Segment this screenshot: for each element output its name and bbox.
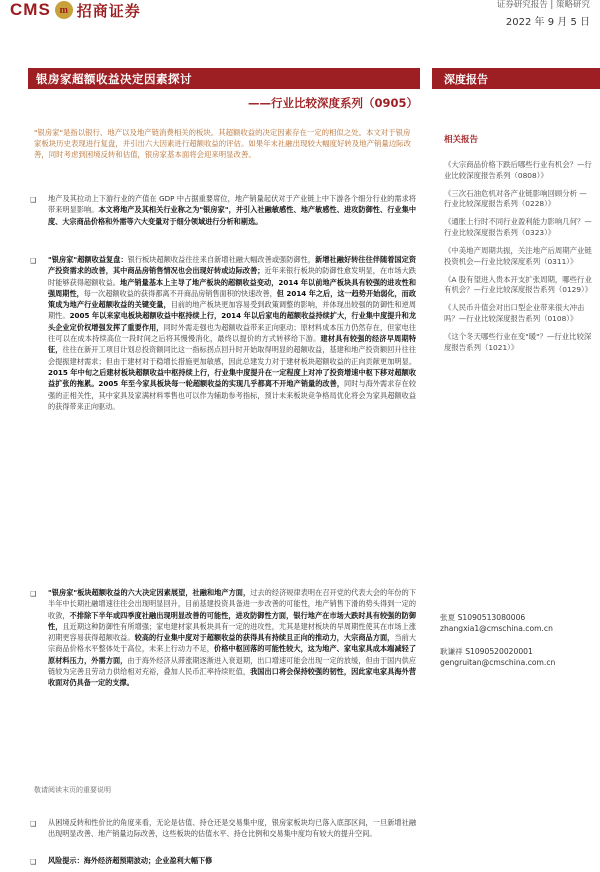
bullet-item bbox=[30, 817, 416, 852]
related-report-link[interactable]: 《A 股有望进入贵本开支扩张周期，哪些行业有机会？—行业比较深度报告系列（0129）》 bbox=[444, 274, 593, 295]
emphasis-text: 我国出口将会保持较强的韧性，因此家电家具海外营收面对仍具备一定的支撑。 bbox=[48, 667, 416, 688]
report-type: 证券研究报告 | 策略研究 bbox=[496, 0, 590, 10]
analyst-2 bbox=[440, 646, 555, 668]
body-text: 过去的经济规律表明在召开党的代表大会的年份的下半年中长期社融增速往往会出现明显回升，目前基建投资具备进一步改善的可能性，地产销售下滑的势头得到一定的收敛， bbox=[48, 588, 416, 620]
bullet-item bbox=[30, 254, 416, 584]
body-text: 同时与海外需求存在较强的正相关性，其中家具及家满材料零售也可以作为辅助参考指标，预计未来板块竞争格局优化将会为家具超额收益的获得带来正向驱动。 bbox=[48, 379, 416, 411]
emphasis-text: 价格中枢回落的可能性较大，这为地产、家电家具成本端减轻了原材料压力，外需方面， bbox=[48, 644, 416, 665]
analyst-1 bbox=[440, 612, 553, 634]
checkbox-bullet-icon: ❑ bbox=[30, 858, 37, 866]
emphasis-text: 但 2014 年之后，这一趋势开始弱化，而政策成为地产行业超额收益的关键变量， bbox=[48, 288, 416, 310]
logo-latin-text: CMS bbox=[10, 0, 51, 19]
report-category: 深度报告 bbox=[444, 73, 488, 86]
report-subtitle: ——行业比较深度系列（0905） bbox=[247, 96, 418, 110]
emphasis-text: 本文将地产及其相关行业称之为"银房家"，并引入社融敏感性、地产敏感性、进攻防御性、行业集中度、大宗商品价格和外需等六大变量对于细分领域进行分析和剔选。 bbox=[48, 205, 416, 226]
analyst-email[interactable]: gengruitan@cmschina.com.cn bbox=[440, 658, 556, 667]
related-report-link[interactable]: 《大宗商品价格下跌后哪些行业有机会？—行业比较深度报告系列（0808）》 bbox=[444, 160, 592, 180]
body-text: 每一次超额收益的获得都离不开商品房销售面积的快速改善， bbox=[83, 288, 277, 298]
related-reports-list bbox=[444, 160, 594, 361]
related-report-link[interactable]: 《三次石油危机对各产业链影响回顾分析 —行业比较深度报告系列（0228）》 bbox=[444, 188, 587, 209]
emphasis-text: "银房家"超额收益复盘： bbox=[48, 255, 128, 264]
analyst-name: 张夏 S1090513080006 bbox=[440, 613, 526, 622]
company-logo bbox=[10, 0, 141, 20]
bullet-item bbox=[30, 193, 416, 251]
bullet-text bbox=[48, 817, 416, 852]
body-text: 当前大宗商品价格水平整体处于高位，未来上行动力不足， bbox=[48, 633, 416, 654]
body-text: 从困境反转和性价比的角度来看，无论是估值、持仓还是交易集中度，银房家板块均已落入底部区间，一旦新增社融出现明显改善、地产销量边际改善，这些板块的估值水平、持仓比例和交易集中度均有较大的提升空间。 bbox=[48, 818, 416, 839]
page-header bbox=[0, 0, 600, 28]
checkbox-bullet-icon: ❑ bbox=[30, 196, 37, 204]
emphasis-text: 建材具有较强的经济早周期特征， bbox=[48, 334, 416, 355]
body-text: 且近期这种防御性有所增强；家电建材家具板块具有一定的进攻性，尤其是建材板块的早周期性使其在市场上涨初期更容易获得超额收益。 bbox=[48, 621, 416, 643]
footer-note: 敬请阅读末页的重要说明 bbox=[34, 786, 111, 794]
emphasis-text: "银房家"板块超额收益的六大决定因素展望，社融和地产方面， bbox=[48, 588, 251, 597]
body-text: 近年来银行板块的防御性愈发明显，在市场大跌时能够获得超额收益。 bbox=[48, 266, 416, 287]
analyst-name: 耿谦祥 S1090520020001 bbox=[440, 647, 533, 656]
emphasis-text: 2005 年以来家电板块超额收益中枢持续上行，2014 年以后家电的超额收益持续扩大，行业集中度提升和龙头企业定价权增强发挥了重要作用， bbox=[48, 311, 416, 332]
checkbox-bullet-icon: ❑ bbox=[30, 590, 37, 598]
related-reports-heading: 相关报告 bbox=[444, 135, 479, 145]
bullet-text bbox=[48, 193, 416, 251]
body-bullets bbox=[30, 193, 416, 872]
body-text: 目前的地产板块更加容易受到政策调整的影响，并体现出较强的防御性和逆周期性。 bbox=[48, 300, 416, 321]
emphasis-text: 较高的行业集中度对于超额收益的获得具有持续且正向的推动力，大宗商品方面， bbox=[134, 633, 395, 643]
bullet-text bbox=[48, 855, 416, 869]
body-text: 由于海外经济从滞涨期逐渐进入衰退期，出口增速可能会出现一定的放缓，但由于国内供应链较为完善且劳动力供给相对充裕，叠加人民币汇率持续贬值， bbox=[48, 655, 416, 677]
checkbox-bullet-icon: ❑ bbox=[30, 820, 37, 828]
analyst-email[interactable]: zhangxia1@cmschina.com.cn bbox=[440, 624, 553, 633]
emphasis-text: 风险提示：海外经济超预期波动；企业盈利大幅下修 bbox=[48, 856, 213, 865]
report-title: 银房家超额收益决定因素探讨 bbox=[36, 72, 192, 86]
body-text: 银行板块超额收益往往来自新增社融大幅改善或强防御性， bbox=[127, 255, 316, 264]
body-text: 同时外需走强也为超额收益带来正向驱动；原材料成本压力仍然存在，但家电往往可以在成本持续高位一段时间之后将其慢慢消化，最终以提价的方式转移给下游。 bbox=[48, 322, 416, 344]
body-text: 往往在新开工项目计划总投资额同比这一指标拐点回升时开始取得明显的超额收益，基建和地产投资额回升往往会提振建材需求；但由于建材对于稳增长措施更加敏感，因此总建发力对于建材板块超额收益的正向贡献更加明显。 bbox=[48, 345, 416, 366]
title-band bbox=[28, 68, 420, 89]
body-text: 地产及其拉动上下游行业的产值在 GDP 中占据重要席位，地产销量起伏对于产业链上中下游各个细分行业的需求将带来明显影响。 bbox=[48, 194, 416, 215]
bullet-text bbox=[48, 587, 416, 814]
related-report-link[interactable]: 《人民币升值会对出口型企业带来很大冲击吗？—行业比较深度报告系列（0108）》 bbox=[444, 303, 585, 324]
emphasis-text: 新增社融好转往往伴随着国定资产投资需求的改善，其中商品房销售情况也会出现好转或边际改善； bbox=[48, 255, 416, 276]
related-report-link[interactable]: 《中美地产周期共振，关注地产后周期产业链投资机会—行业比较深度系列（0311）》 bbox=[444, 246, 592, 266]
bullet-item bbox=[30, 587, 416, 814]
abstract-paragraph: "银房家"是指以银行、地产以及地产链消费相关的板块。其超额收益的决定因素存在一定的相似之处。本文对于银房家板块历史表现进行复盘，并引出六大因素进行超额收益的评估。如果年末社融出现较大幅度好转及地产销量边际改善，同时考虑到困境反转和估值，银房家基本面将会迎来明显改善。 bbox=[34, 128, 411, 160]
category-band bbox=[432, 68, 600, 89]
bullet-text bbox=[48, 254, 416, 584]
report-date: 2022 年 9 月 5 日 bbox=[505, 17, 590, 28]
header-meta bbox=[497, 0, 590, 28]
emphasis-text: 不排除下半年或四季度社融出现明显改善的可能性，进攻防御性方面，银行地产在市场大跌时具有较强的防御性， bbox=[48, 610, 416, 631]
related-report-link[interactable]: 《这个冬天哪些行业在变"暖"？—行业比较深度报告系列（1021）》 bbox=[444, 332, 592, 352]
logo-chinese-text: 招商证券 bbox=[76, 1, 141, 20]
emphasis-text: 地产销量基本上主导了地产板块的超额收益变动，2014 年以前地产板块具有较强的进攻性和强周期性， bbox=[48, 277, 416, 298]
related-report-link[interactable]: 《通胀上行时不同行业盈利能力影响几何？—行业比较深度报告系列（0323）》 bbox=[444, 217, 592, 237]
bullet-item bbox=[30, 855, 416, 869]
logo-badge-icon: m bbox=[55, 1, 73, 19]
emphasis-text: 2015 年中旬之后建材板块超额收益中枢持续上行，行业集中度提升在一定程度上对冲了投资增速中枢下移对超额收益扩张的拖累。2005 年至今家具板块每一轮超额收益的实现几乎都离不开地产销量的改善， bbox=[48, 367, 416, 389]
checkbox-bullet-icon: ❑ bbox=[30, 257, 37, 265]
